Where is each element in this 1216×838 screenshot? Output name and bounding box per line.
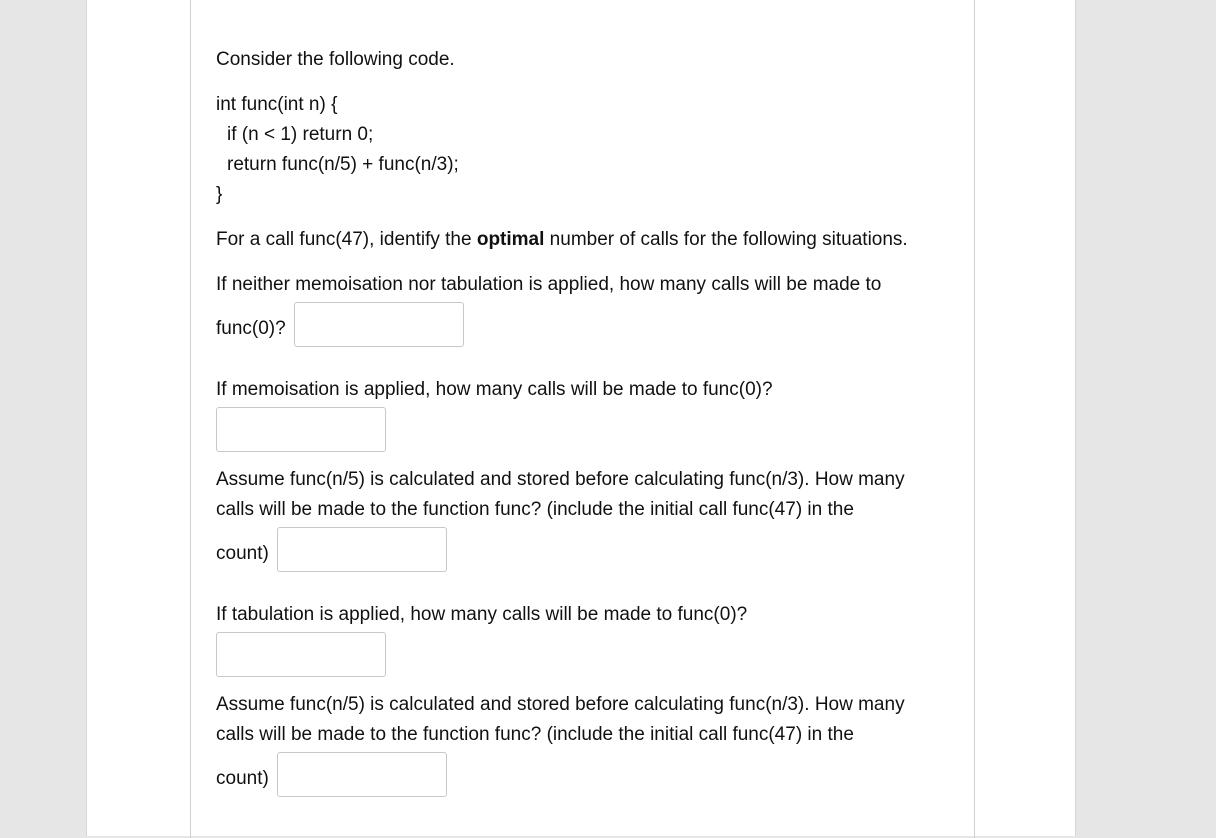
code-line-4: } (216, 184, 223, 205)
code-line-2: if (n < 1) return 0; (227, 124, 374, 145)
q2-answer-input[interactable] (216, 407, 386, 452)
q5-answer-input[interactable] (277, 752, 447, 797)
instruction-after: number of calls for the following situations. (544, 229, 908, 250)
page-background (86, 0, 1076, 836)
q5-text-line-1: Assume func(n/5) is calculated and stored before calculating func(n/3). How many (216, 694, 905, 715)
q1-text-line-1: If neither memoisation nor tabulation is applied, how many calls will be made to (216, 274, 882, 295)
question-card (190, 0, 975, 838)
q4-text-line-1: If tabulation is applied, how many calls will be made to func(0)? (216, 604, 748, 625)
code-line-1: int func(int n) { (216, 94, 338, 115)
q5-text-line-2: calls will be made to the function func? (include the initial call func(47) in the (216, 724, 854, 745)
intro-text: Consider the following code. (216, 49, 455, 70)
q3-text-line-3: count) (216, 543, 269, 564)
q4-answer-input[interactable] (216, 632, 386, 677)
instruction-text (216, 229, 908, 251)
q3-text-line-2: calls will be made to the function func? (include the initial call func(47) in the (216, 499, 854, 520)
instruction-bold: optimal (476, 229, 545, 250)
instruction-before: For a call func(47), identify the (216, 229, 477, 250)
code-line-3: return func(n/5) + func(n/3); (227, 154, 459, 175)
q1-answer-input[interactable] (294, 302, 464, 347)
q3-answer-input[interactable] (277, 527, 447, 572)
q1-text-line-2: func(0)? (216, 318, 286, 339)
q2-text-line-1: If memoisation is applied, how many calls will be made to func(0)? (216, 379, 773, 400)
q5-text-line-3: count) (216, 768, 269, 789)
q3-text-line-1: Assume func(n/5) is calculated and stored before calculating func(n/3). How many (216, 469, 905, 490)
